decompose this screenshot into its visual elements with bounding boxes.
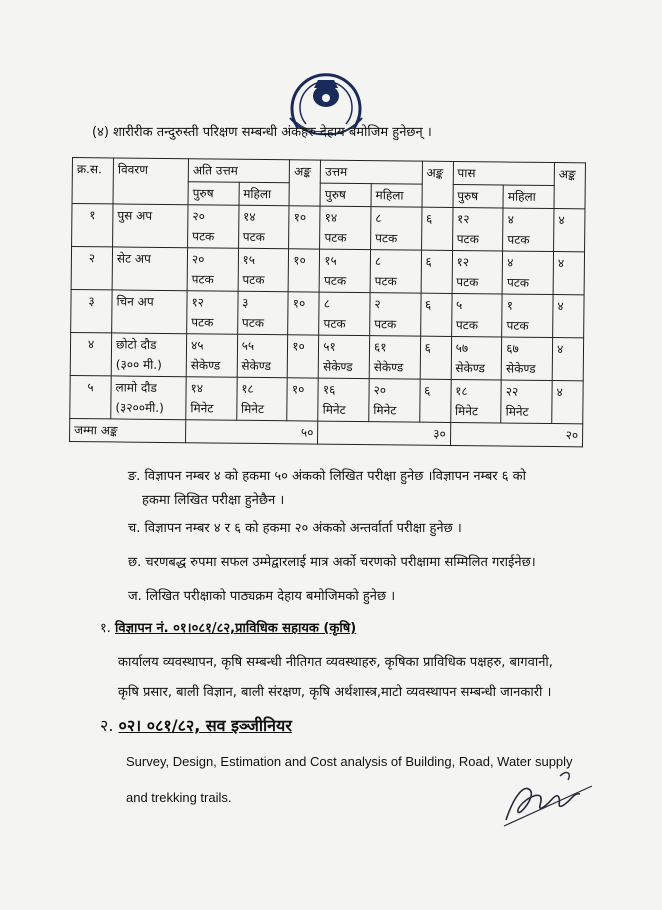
row-pass-male-unit: पटक [456,275,479,290]
row-pass-male [451,293,502,337]
row-good-male-unit: सेकेण्ड [323,359,353,374]
row-excellent-female [236,377,287,421]
row-excellent-male-value: १४ [190,381,204,396]
pass-female-header: महिला [503,185,554,209]
total-excellent: ५० [186,420,319,444]
row-good-female [369,379,420,423]
row-sn: १ [72,204,113,247]
table-row [70,332,583,380]
row-excellent-marks: १० [288,292,319,335]
row-pass-female-unit: पटक [507,232,530,247]
row-excellent-female-unit: सेकेण्ड [241,358,272,374]
section1-title: विज्ञापन नं. ०१।०८१/८२,प्राविधिक सहायक (कृषि) [115,621,357,636]
row-good-marks: ६ [421,250,452,293]
row-good-male [320,206,371,250]
row-excellent-male-unit: पटक [191,315,214,330]
row-good-female [370,293,421,337]
row-good-female-value: ८ [374,254,382,269]
row-excellent-female-unit: मिनेट [240,401,265,417]
total-pass: २० [450,422,583,446]
row-sn: २ [71,247,112,290]
row-excellent-marks: १० [288,249,319,292]
row-good-male [319,292,370,336]
fitness-heading: (४) शारीरीक तन्दुरुस्ती परिक्षण सम्बन्धी अंकहरु देहाय बमोजिम हुनेछन् । [92,125,432,140]
row-excellent-female-unit: पटक [242,229,265,245]
row-sn: ४ [70,332,111,375]
row-pass-female-value: २२ [505,384,519,399]
row-good-male [319,335,370,379]
total-label: जम्मा अङ्क [70,418,186,442]
row-good-female [371,207,422,251]
row-desc [113,204,188,248]
col-good-header: उत्तम [321,160,423,184]
row-good-female-unit: पटक [374,317,397,332]
col-pass-header: पास [453,161,555,185]
row-pass-male-value: १८ [455,384,468,399]
section1-heading [100,618,356,636]
row-good-female-value: ८ [375,211,382,226]
row-good-male-unit: पटक [323,273,347,288]
para-ja: ज. लिखित परीक्षाको पाठ्यक्रम देहाय बमोजिमको हुनेछ । [128,589,396,604]
section2-title: ०२। ०८१/८२, सव इञ्जीनियर [118,716,292,735]
good-male-header: पुरुष [320,183,371,207]
row-sn: ३ [71,289,112,332]
row-pass-male-unit: पटक [456,232,479,247]
row-excellent-male-unit: मिनेट [190,401,214,416]
row-desc-value: सेट अप [116,251,151,266]
row-pass-male-value: १२ [456,255,470,270]
row-good-male-unit: पटक [324,230,347,245]
row-pass-female [503,208,554,252]
row-good-male-value: ८ [323,296,331,311]
row-sn: ५ [70,375,111,418]
row-excellent-female [238,248,289,292]
row-pass-female-unit: सेकेण्ड [506,361,536,376]
row-desc [112,290,187,334]
row-excellent-female-value: १४ [242,209,256,224]
row-good-female-unit: पटक [375,231,398,246]
row-good-male-unit: पटक [323,316,346,331]
para-cha: च. विज्ञापन नम्बर ४ र ६ को हकमा २० अंकको अन्तर्वार्ता परीक्षा हुनेछ । [128,521,462,536]
section2-line1: Survey, Design, Estimation and Cost analysis of Building, Road, Water supply [126,754,573,769]
row-excellent-female [238,205,289,249]
table-total-row [70,418,583,446]
row-excellent-male-value: २० [191,252,205,267]
section1-number: १. [100,621,111,636]
row-pass-female-value: ६७ [506,341,519,356]
row-excellent-female [237,334,288,378]
row-good-marks: ६ [420,293,451,336]
col-excellent-header: अति उत्तम [188,159,290,183]
row-pass-female-unit: मिनेट [505,404,529,419]
excellent-female-header: महिला [239,182,290,206]
row-excellent-male-unit: पटक [191,272,214,287]
row-good-female-unit: सेकेण्ड [373,360,404,375]
row-pass-male-value: १२ [456,212,470,227]
excellent-male-header: पुरुष [188,182,239,206]
table-row [71,247,584,295]
section1-line2: कृषि प्रसार, बाली विज्ञान, बाली संरक्षण, कृषि अर्थशास्त्र,माटो व्यवस्थापन सम्बन्धी जानकारी । [118,685,552,700]
row-excellent-male-value: २० [192,209,205,224]
row-excellent-male-value: १२ [191,295,205,310]
row-good-male [318,378,369,422]
row-good-female-value: ६१ [373,340,387,355]
row-pass-female [501,380,552,424]
section1-line1: कार्यालय व्यवस्थापन, कृषि सम्बन्धी नीतिगत व्यवस्थाहरु, कृषिका प्राविधिक पक्षहरु, बागवानी, [118,655,553,670]
row-desc-value: चिन अप [116,294,154,309]
total-good: ३० [318,421,451,445]
row-desc [111,333,186,377]
row-pass-marks: ४ [554,209,585,252]
row-pass-marks: ४ [552,381,583,424]
row-excellent-male-unit: पटक [192,229,215,244]
row-good-female-unit: मिनेट [373,403,397,418]
row-pass-male [450,379,501,423]
row-excellent-female-unit: पटक [242,272,265,288]
row-good-male-value: १४ [324,210,338,225]
row-pass-male-value: ५ [456,298,463,313]
pass-male-header: पुरुष [453,184,504,208]
row-excellent-male [186,334,237,378]
table-row [70,375,583,423]
col-good-marks-header: अङ्क [422,161,453,207]
para-nga-line2: हकमा लिखित परीक्षा हुनेछैन । [142,493,285,508]
row-pass-male [452,207,503,251]
row-desc [112,247,187,291]
row-desc-value: पुस अप [117,208,153,223]
row-good-marks: ६ [421,207,452,250]
row-excellent-female [237,291,288,335]
fitness-marks-table [69,157,586,447]
row-pass-female-value: ४ [507,255,514,270]
row-pass-male-unit: मिनेट [454,404,479,419]
row-excellent-male [188,205,239,249]
row-excellent-female-value: १८ [241,381,254,396]
row-good-female [369,336,420,380]
col-pass-marks-header: अङ्क [554,163,585,209]
good-female-header: महिला [371,184,422,208]
section2-heading [100,714,292,736]
row-good-male-value: १५ [324,253,337,268]
row-pass-female [502,251,553,295]
row-good-male-value: १६ [322,382,336,397]
row-good-female-value: २ [374,297,381,312]
para-nga-line1: ङ. विज्ञापन नम्बर ४ को हकमा ५० अंकको लिखित परीक्षा हुनेछ ।विज्ञापन नम्बर ६ को [128,469,526,484]
table-row [71,289,584,337]
row-desc-unit: (३०० मी.) [115,357,162,372]
row-good-marks: ६ [420,336,451,379]
row-excellent-marks: १० [289,206,320,249]
section1-syllabus [118,648,553,708]
table-header-row [72,158,585,186]
row-excellent-female-unit: पटक [241,315,265,331]
row-pass-male [452,250,503,294]
row-pass-female-value: १ [506,298,514,313]
row-good-male [319,249,370,293]
row-pass-male-unit: पटक [455,318,479,333]
row-excellent-female-value: १५ [242,252,256,267]
section2-line2: and trekking trails. [126,790,232,805]
table-row [72,204,585,252]
row-pass-marks: ४ [553,295,584,338]
row-pass-male [451,336,502,380]
row-pass-female-value: ४ [507,212,514,227]
row-excellent-male [187,248,238,292]
para-chha: छ. चरणबद्ध रुपमा सफल उम्मेद्वारलाई मात्र अर्को चरणको परीक्षामा सम्मिलित गराईनेछ। [128,555,536,570]
row-good-male-unit: मिनेट [322,402,346,417]
col-desc-header: विवरण [113,158,188,205]
row-pass-male-value: ५७ [455,341,469,356]
row-excellent-female-value: ३ [242,295,249,310]
row-pass-marks: ४ [552,338,583,381]
row-good-female-value: २० [373,383,387,398]
col-sn-header: क्र.स. [72,158,113,204]
handwritten-signature-icon [500,766,596,830]
section2-number: २. [100,716,114,735]
row-pass-female-unit: पटक [506,318,529,333]
row-good-female [370,250,421,294]
row-pass-female [501,337,552,381]
row-pass-marks: ४ [553,252,584,295]
table-body [70,204,585,424]
row-good-marks: ६ [419,379,450,422]
row-excellent-marks: १० [288,335,319,378]
row-excellent-female-value: ५५ [241,338,255,353]
row-pass-female-unit: पटक [506,275,530,290]
row-excellent-male-value: ४५ [190,338,204,353]
row-excellent-male [187,291,238,335]
row-pass-female [502,294,553,338]
row-excellent-male-unit: सेकेण्ड [190,358,221,373]
row-desc-unit: (३२००मी.) [115,400,164,415]
row-pass-male-unit: सेकेण्ड [455,361,485,376]
row-excellent-male [186,377,237,421]
row-excellent-marks: १० [287,378,318,421]
row-good-male-value: ५१ [323,339,336,354]
row-good-female-unit: पटक [374,274,397,289]
row-desc-value: छोटो दौड [115,337,157,352]
row-desc [111,376,186,420]
row-desc-value: लामो दौड [115,380,157,395]
col-excellent-marks-header: अङ्क [289,160,320,206]
